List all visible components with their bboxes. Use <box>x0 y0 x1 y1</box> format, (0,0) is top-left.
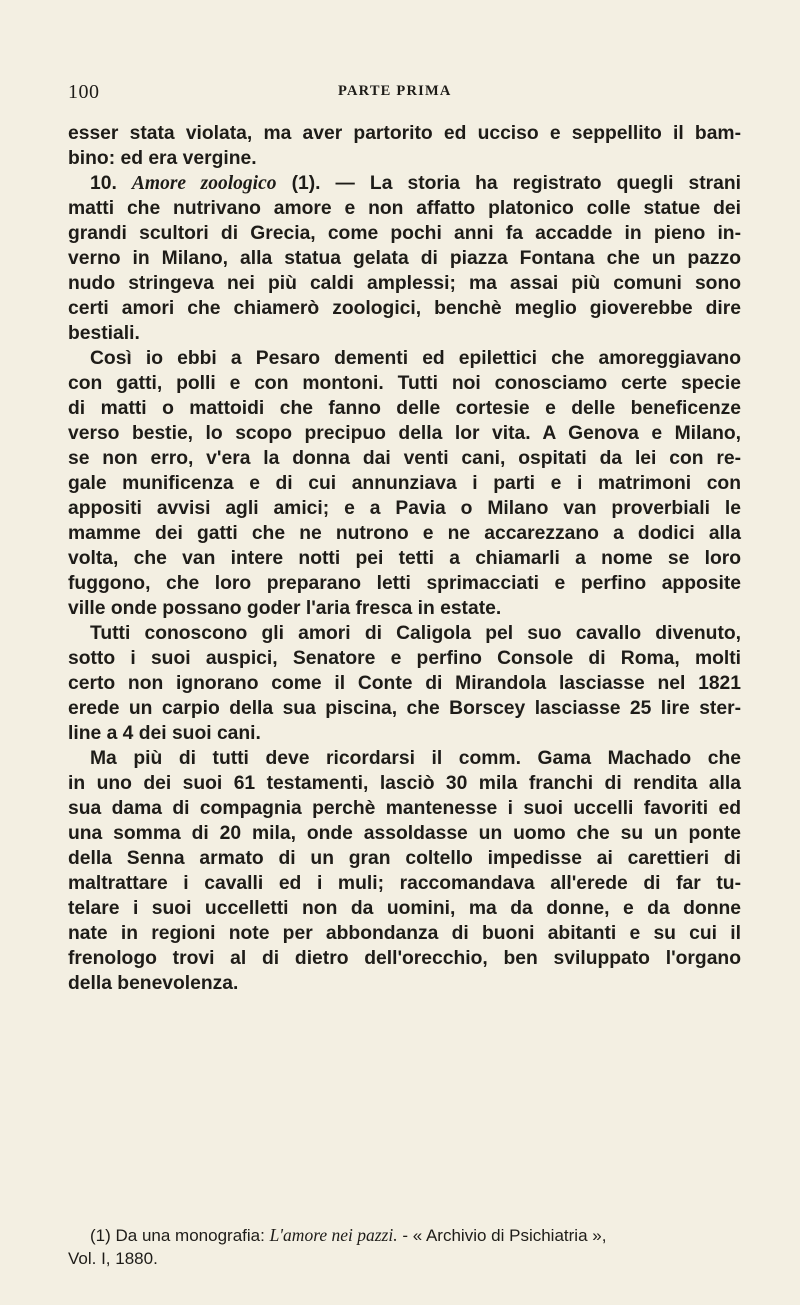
section-heading-title: Amore zoologico <box>131 173 277 194</box>
text-line: nudo stringeva nei più caldi amplessi; ma assai più comuni sono <box>68 273 741 294</box>
section-heading-line <box>68 171 741 196</box>
text-line: gale munificenza e di cui annunziava i parti e i matrimoni con <box>68 473 741 494</box>
text-line: Ma più di tutti deve ricordarsi il comm. Gama Machado che <box>90 748 741 769</box>
text-line: in uno dei suoi 61 testamenti, lasciò 30 mila franchi di rendita alla <box>68 773 741 794</box>
section-title: PARTE PRIMA <box>338 83 452 99</box>
footnote-lead: Da una monografia: <box>115 1226 265 1245</box>
footnote-source: - « Archivio di Psichiatria », <box>402 1226 607 1245</box>
text-line: bestiali. <box>68 323 140 344</box>
text-line: esser stata violata, ma aver partorito ed ucciso e seppellito il bam- <box>68 123 741 144</box>
text-line: della Senna armato di un gran coltello impedisse ai carettieri di <box>68 848 741 869</box>
text-line: certi amori che chiamerò zoologici, benchè meglio gioverebbe dire <box>68 298 741 319</box>
text-line: certo non ignorano come il Conte di Mirandola lasciasse nel 1821 <box>68 673 741 694</box>
text-line: se non erro, v'era la donna dai venti cani, ospitati da lei con re- <box>68 448 741 469</box>
body-text <box>68 121 741 996</box>
text-line: bino: ed era vergine. <box>68 148 257 169</box>
text-line: matti che nutrivano amore e non affatto platonico colle statue dei <box>68 198 741 219</box>
text-line: line a 4 dei suoi cani. <box>68 723 261 744</box>
text-line: ville onde possano goder l'aria fresca in estate. <box>68 598 502 619</box>
text-line: sotto i suoi auspici, Senatore e perfino Console di Roma, molti <box>68 648 741 669</box>
text-line: maltrattare i cavalli ed i muli; raccomandava all'erede di far tu- <box>68 873 741 894</box>
footnote-title: L'amore nei pazzi. <box>269 1225 398 1245</box>
footnote <box>68 1224 748 1270</box>
text-line: verno in Milano, alla statua gelata di piazza Fontana che un pazzo <box>68 248 741 269</box>
text-line: nate in regioni note per abbondanza di buoni abitanti e su cui il <box>68 923 741 944</box>
page-number: 100 <box>68 81 100 103</box>
text-line: telare i suoi uccelletti non da uomini, ma da donne, e da donne <box>68 898 741 919</box>
text-line: di matti o mattoidi che fanno delle cortesie e delle beneficenze <box>68 398 741 419</box>
footnote-line <box>68 1224 748 1247</box>
text-line: grandi scultori di Grecia, come pochi anni fa accadde in pieno in- <box>68 223 741 244</box>
text-line: fuggono, che loro preparano letti sprimacciati e perfino apposite <box>68 573 741 594</box>
section-number: 10. <box>90 173 117 194</box>
text-line: con gatti, polli e con montoni. Tutti noi conosciamo certe specie <box>68 373 741 394</box>
text-line: erede un carpio della sua piscina, che Borscey lasciasse 25 lire ster- <box>68 698 741 719</box>
text-line: Tutti conoscono gli amori di Caligola pel suo cavallo divenuto, <box>90 623 741 644</box>
running-head <box>68 81 738 105</box>
text-line: sua dama di compagnia perchè mantenesse i suoi uccelli favoriti ed <box>68 798 741 819</box>
section-heading-rest: (1). — La storia ha registrato quegli strani <box>291 173 741 194</box>
footnote-line: Vol. I, 1880. <box>68 1249 158 1268</box>
text-line: della benevolenza. <box>68 973 239 994</box>
text-line: verso bestie, lo scopo precipuo della lor vita. A Genova e Milano, <box>68 423 741 444</box>
text-line: appositi avvisi agli amici; e a Pavia o Milano van proverbiali le <box>68 498 741 519</box>
text-line: volta, che van intere notti pei tetti a chiamarli a nome se loro <box>68 548 741 569</box>
text-line: frenologo trovi al di dietro dell'orecchio, ben sviluppato l'organo <box>68 948 741 969</box>
footnote-marker: (1) <box>90 1226 111 1245</box>
text-line: mamme dei gatti che ne nutrono e ne accarezzano a dodici alla <box>68 523 741 544</box>
text-line: una somma di 20 mila, onde assoldasse un uomo che su un ponte <box>68 823 741 844</box>
text-line: Così io ebbi a Pesaro dementi ed epilettici che amoreggiavano <box>90 348 741 369</box>
